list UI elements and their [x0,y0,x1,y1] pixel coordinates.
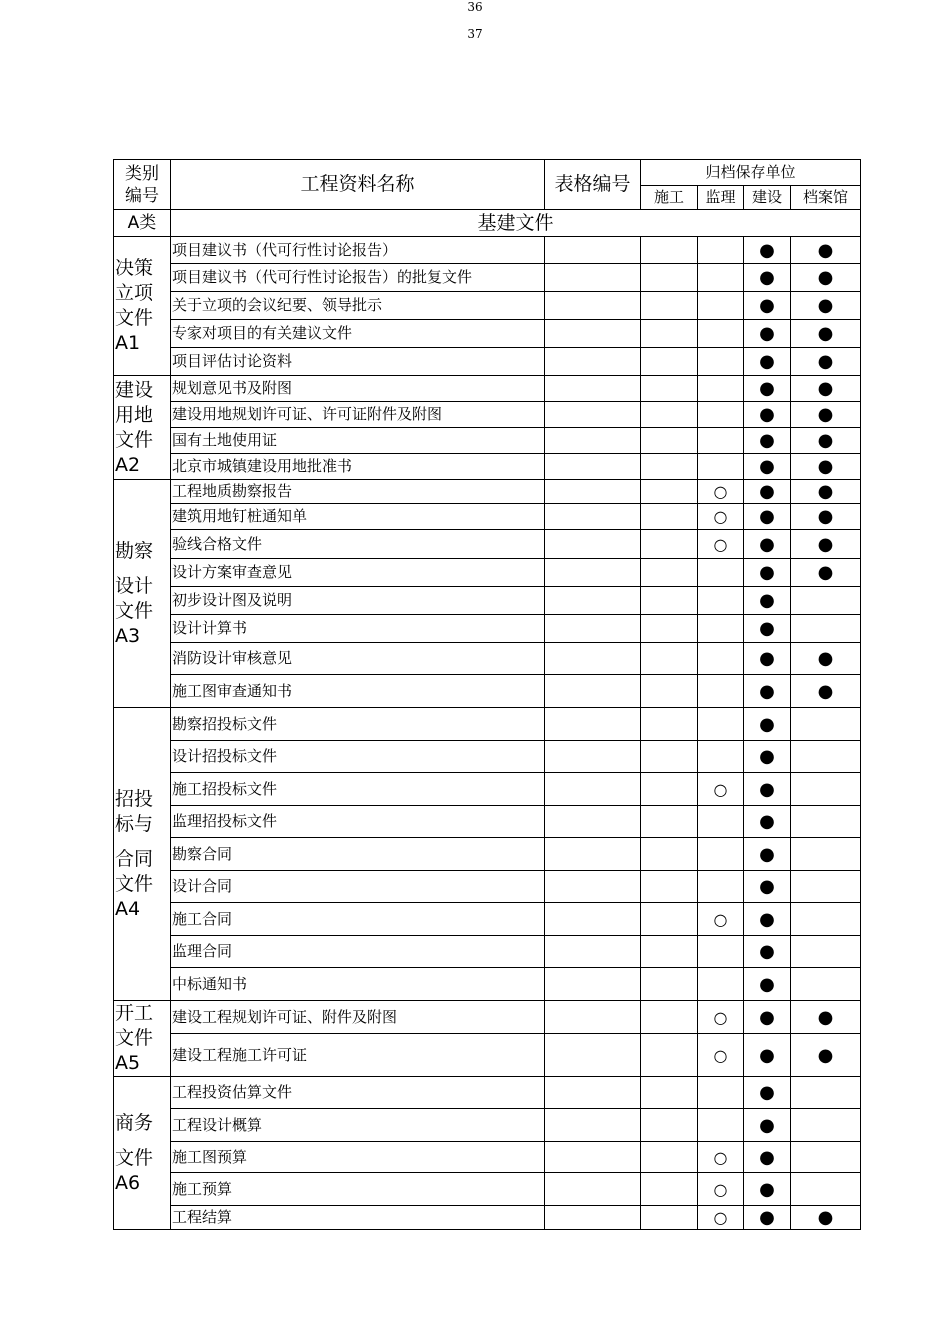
section-title: 基建文件 [171,210,861,237]
mark-owner: ● [744,806,791,838]
doc-name-cell: 施工图审查通知书 [171,675,545,708]
table-row [114,1001,861,1034]
mark-archive: ● [791,264,861,292]
form-no-cell [545,708,641,741]
header-category-code: 类别 编号 [114,160,171,210]
doc-name-cell: 监理招投标文件 [171,806,545,838]
mark-archive: ● [791,480,861,504]
mark-supervision [698,1109,744,1142]
form-no-cell [545,504,641,530]
table-row [114,936,861,968]
header-doc-name: 工程资料名称 [171,160,545,210]
mark-supervision [698,454,744,480]
group-label: 开工 文件 A5 [114,1001,171,1077]
form-no-cell [545,838,641,871]
form-no-cell [545,643,641,675]
mark-archive [791,1142,861,1173]
mark-archive: ● [791,1001,861,1034]
mark-owner: ● [744,428,791,454]
group-label: 勘察 设计 文件 A3 [114,480,171,708]
mark-supervision [698,320,744,348]
form-no-cell [545,871,641,903]
form-no-cell [545,428,641,454]
mark-construction [641,871,698,903]
doc-name-cell: 项目建议书（代可行性讨论报告）的批复文件 [171,264,545,292]
form-no-cell [545,1142,641,1173]
mark-supervision [698,936,744,968]
doc-name-cell: 施工预算 [171,1173,545,1206]
mark-archive [791,1077,861,1109]
mark-owner: ● [744,643,791,675]
mark-supervision: ○ [698,1206,744,1230]
form-no-cell [545,348,641,376]
doc-name-cell: 设计计算书 [171,615,545,643]
mark-archive [791,968,861,1001]
header-form-no: 表格编号 [545,160,641,210]
mark-supervision [698,871,744,903]
mark-supervision [698,348,744,376]
table-row [114,643,861,675]
mark-construction [641,968,698,1001]
mark-owner: ● [744,871,791,903]
mark-archive: ● [791,348,861,376]
mark-supervision [698,643,744,675]
mark-construction [641,741,698,773]
table-row [114,348,861,376]
page-number-second: 37 [467,27,483,41]
mark-owner: ● [744,968,791,1001]
mark-archive: ● [791,559,861,587]
mark-supervision [698,292,744,320]
mark-archive: ● [791,428,861,454]
table-row [114,428,861,454]
form-no-cell [545,1077,641,1109]
table-row [114,292,861,320]
mark-supervision: ○ [698,1142,744,1173]
table-row [114,1173,861,1206]
table-row [114,806,861,838]
mark-archive [791,615,861,643]
mark-construction [641,708,698,741]
mark-construction [641,1109,698,1142]
mark-construction [641,480,698,504]
doc-name-cell: 勘察招投标文件 [171,708,545,741]
mark-archive: ● [791,1034,861,1077]
header-unit-owner: 建设 [744,186,791,210]
form-no-cell [545,1206,641,1230]
mark-owner: ● [744,264,791,292]
mark-owner: ● [744,320,791,348]
mark-construction [641,454,698,480]
mark-supervision [698,675,744,708]
mark-owner: ● [744,292,791,320]
mark-archive [791,903,861,936]
mark-archive: ● [791,320,861,348]
mark-owner: ● [744,1109,791,1142]
mark-supervision: ○ [698,480,744,504]
mark-archive: ● [791,1206,861,1230]
table-row [114,530,861,559]
mark-archive: ● [791,530,861,559]
mark-owner: ● [744,1206,791,1230]
group-label: 招投 标与 合同 文件 A4 [114,708,171,1001]
mark-construction [641,1206,698,1230]
mark-archive [791,1173,861,1206]
form-no-cell [545,237,641,264]
mark-supervision: ○ [698,504,744,530]
table-row [114,454,861,480]
mark-supervision [698,741,744,773]
table-row [114,968,861,1001]
mark-supervision [698,587,744,615]
mark-owner: ● [744,1173,791,1206]
group-label: 商务 文件 A6 [114,1077,171,1230]
mark-archive: ● [791,292,861,320]
form-no-cell [545,530,641,559]
doc-name-cell: 建设用地规划许可证、许可证附件及附图 [171,402,545,428]
mark-owner: ● [744,936,791,968]
mark-archive [791,741,861,773]
mark-owner: ● [744,1142,791,1173]
mark-construction [641,806,698,838]
table-row [114,237,861,264]
mark-construction [641,559,698,587]
mark-construction [641,587,698,615]
doc-name-cell: 北京市城镇建设用地批准书 [171,454,545,480]
mark-construction [641,320,698,348]
doc-name-cell: 中标通知书 [171,968,545,1001]
mark-owner: ● [744,376,791,402]
mark-supervision: ○ [698,903,744,936]
doc-name-cell: 施工合同 [171,903,545,936]
doc-name-cell: 工程设计概算 [171,1109,545,1142]
form-no-cell [545,1001,641,1034]
table-row [114,402,861,428]
mark-construction [641,530,698,559]
form-no-cell [545,1109,641,1142]
mark-owner: ● [744,741,791,773]
doc-name-cell: 建设工程施工许可证 [171,1034,545,1077]
mark-archive [791,806,861,838]
doc-name-cell: 验线合格文件 [171,530,545,559]
mark-construction [641,1173,698,1206]
doc-name-cell: 勘察合同 [171,838,545,871]
doc-name-cell: 工程地质勘察报告 [171,480,545,504]
mark-supervision [698,838,744,871]
mark-construction [641,773,698,806]
mark-archive: ● [791,643,861,675]
mark-construction [641,643,698,675]
doc-name-cell: 监理合同 [171,936,545,968]
mark-supervision: ○ [698,1001,744,1034]
doc-name-cell: 工程投资估算文件 [171,1077,545,1109]
table-row [114,615,861,643]
mark-construction [641,237,698,264]
mark-owner: ● [744,402,791,428]
header-unit-archive: 档案馆 [791,186,861,210]
doc-name-cell: 关于立项的会议纪要、领导批示 [171,292,545,320]
mark-owner: ● [744,237,791,264]
form-no-cell [545,968,641,1001]
mark-archive [791,773,861,806]
mark-owner: ● [744,348,791,376]
form-no-cell [545,480,641,504]
mark-owner: ● [744,615,791,643]
mark-supervision [698,402,744,428]
doc-name-cell: 建筑用地钉桩通知单 [171,504,545,530]
mark-supervision [698,428,744,454]
mark-owner: ● [744,773,791,806]
table-row [114,838,861,871]
mark-supervision: ○ [698,1034,744,1077]
doc-name-cell: 专家对项目的有关建议文件 [171,320,545,348]
mark-owner: ● [744,504,791,530]
mark-archive: ● [791,237,861,264]
mark-construction [641,1077,698,1109]
mark-construction [641,428,698,454]
table-row [114,559,861,587]
table-row [114,708,861,741]
mark-owner: ● [744,675,791,708]
mark-construction [641,903,698,936]
mark-owner: ● [744,559,791,587]
doc-name-cell: 施工招投标文件 [171,773,545,806]
table-row [114,1206,861,1230]
form-no-cell [545,264,641,292]
mark-construction [641,1034,698,1077]
form-no-cell [545,376,641,402]
doc-name-cell: 消防设计审核意见 [171,643,545,675]
mark-construction [641,936,698,968]
section-code: A类 [114,210,171,237]
mark-owner: ● [744,708,791,741]
mark-owner: ● [744,838,791,871]
mark-construction [641,376,698,402]
form-no-cell [545,773,641,806]
table-row [114,587,861,615]
doc-name-cell: 国有土地使用证 [171,428,545,454]
header-archive-units: 归档保存单位 [641,160,861,186]
mark-supervision [698,559,744,587]
page-number-top: 36 [467,0,483,14]
table-row [114,376,861,402]
mark-construction [641,1001,698,1034]
mark-archive [791,708,861,741]
mark-construction [641,838,698,871]
mark-archive: ● [791,504,861,530]
doc-name-cell: 规划意见书及附图 [171,376,545,402]
doc-name-cell: 工程结算 [171,1206,545,1230]
archive-table [113,159,861,1230]
doc-name-cell: 项目评估讨论资料 [171,348,545,376]
form-no-cell [545,587,641,615]
mark-supervision [698,1077,744,1109]
table-row [114,480,861,504]
mark-archive [791,936,861,968]
mark-construction [641,675,698,708]
form-no-cell [545,615,641,643]
form-no-cell [545,1173,641,1206]
mark-archive: ● [791,402,861,428]
doc-name-cell: 设计合同 [171,871,545,903]
mark-construction [641,402,698,428]
header-unit-construction: 施工 [641,186,698,210]
mark-archive [791,871,861,903]
mark-supervision: ○ [698,773,744,806]
table-row [114,741,861,773]
table-row [114,504,861,530]
mark-owner: ● [744,1001,791,1034]
mark-archive: ● [791,454,861,480]
mark-supervision [698,708,744,741]
form-no-cell [545,675,641,708]
table-row [114,264,861,292]
group-label: 决策 立项 文件 A1 [114,237,171,376]
mark-owner: ● [744,903,791,936]
form-no-cell [545,806,641,838]
table-row [114,1109,861,1142]
mark-archive [791,587,861,615]
doc-name-cell: 初步设计图及说明 [171,587,545,615]
mark-construction [641,348,698,376]
mark-construction [641,264,698,292]
table-row [114,320,861,348]
mark-archive: ● [791,376,861,402]
mark-supervision [698,806,744,838]
mark-owner: ● [744,480,791,504]
form-no-cell [545,292,641,320]
mark-construction [641,1142,698,1173]
mark-owner: ● [744,1034,791,1077]
mark-supervision: ○ [698,530,744,559]
form-no-cell [545,936,641,968]
form-no-cell [545,559,641,587]
mark-supervision [698,264,744,292]
form-no-cell [545,402,641,428]
table-row [114,871,861,903]
doc-name-cell: 建设工程规划许可证、附件及附图 [171,1001,545,1034]
table-row [114,675,861,708]
doc-name-cell: 施工图预算 [171,1142,545,1173]
group-label: 建设 用地 文件 A2 [114,376,171,480]
mark-owner: ● [744,454,791,480]
form-no-cell [545,1034,641,1077]
mark-owner: ● [744,530,791,559]
header-unit-supervision: 监理 [698,186,744,210]
mark-supervision [698,237,744,264]
mark-construction [641,504,698,530]
table-row [114,903,861,936]
mark-archive: ● [791,675,861,708]
mark-archive [791,1109,861,1142]
mark-construction [641,292,698,320]
table-row [114,1142,861,1173]
form-no-cell [545,320,641,348]
mark-supervision [698,968,744,1001]
mark-supervision: ○ [698,1173,744,1206]
mark-supervision [698,376,744,402]
doc-name-cell: 设计方案审查意见 [171,559,545,587]
mark-owner: ● [744,587,791,615]
doc-name-cell: 项目建议书（代可行性讨论报告） [171,237,545,264]
mark-archive [791,838,861,871]
mark-supervision [698,615,744,643]
table-row [114,773,861,806]
form-no-cell [545,454,641,480]
doc-name-cell: 设计招投标文件 [171,741,545,773]
form-no-cell [545,903,641,936]
table-row [114,1034,861,1077]
mark-owner: ● [744,1077,791,1109]
mark-construction [641,615,698,643]
table-row [114,1077,861,1109]
form-no-cell [545,741,641,773]
